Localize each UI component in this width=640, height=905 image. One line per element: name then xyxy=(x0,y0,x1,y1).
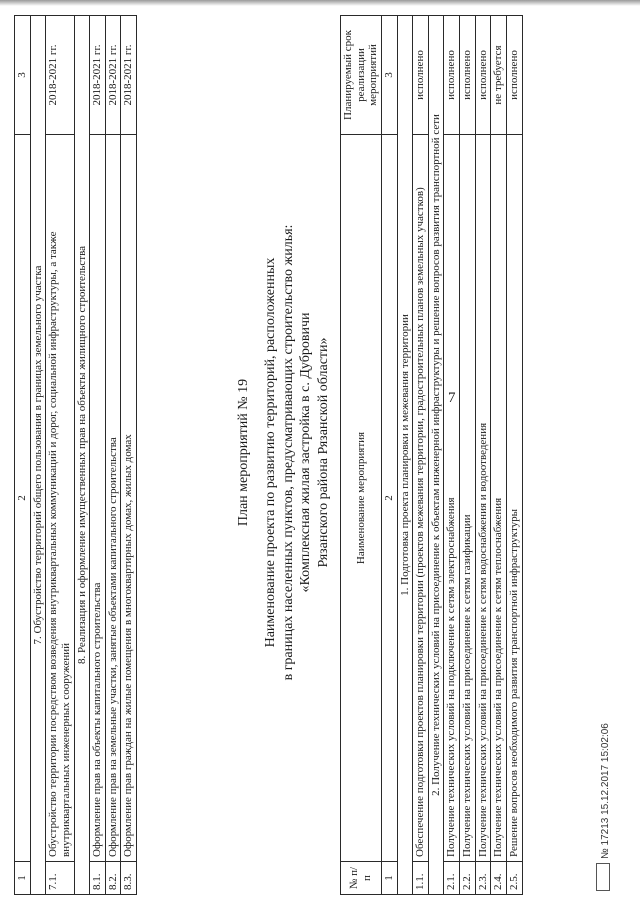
top-table xyxy=(14,15,137,895)
row-term: 2018-2021 гг. xyxy=(105,16,121,135)
table-row xyxy=(491,16,507,895)
table-row xyxy=(90,16,106,895)
bottom-table xyxy=(340,15,523,895)
top-section-row xyxy=(74,16,90,895)
row-term: не требуется xyxy=(491,16,507,135)
section-title: 1. Подготовка проекта планировки и межевания территории xyxy=(397,16,413,895)
top-header-col-1: 1 xyxy=(15,862,31,895)
row-name: Решение вопросов необходимого развития транспортной инфраструктуры xyxy=(507,135,523,862)
table-row xyxy=(413,16,429,895)
bottom-table-index-row xyxy=(381,16,397,895)
column-header-name: Наименование мероприятия xyxy=(341,135,382,862)
top-section-row xyxy=(30,16,46,895)
project-heading xyxy=(262,0,332,905)
top-header-col-2: 2 xyxy=(15,135,31,862)
section-title: 8. Реализация и оформление имущественных прав на объекты жилищного строительства xyxy=(74,16,90,895)
row-term: исполнено xyxy=(413,16,429,135)
table-row xyxy=(460,16,476,895)
row-term: 2018-2021 гг. xyxy=(121,16,137,135)
column-header-term: Планируемый срок реализации мероприятий xyxy=(341,16,382,135)
index-col-3: 3 xyxy=(381,16,397,135)
section-title: 2. Получение технических условий на присоединение к объектам инженерной инфраструктуры и решение вопросов развития транспортной сети xyxy=(428,16,444,895)
section-title: 7. Обустройство территорий общего пользования в границах земельного участка xyxy=(30,16,46,895)
row-number: 8.1. xyxy=(90,862,106,895)
top-header-col-3: 3 xyxy=(15,16,31,135)
index-col-2: 2 xyxy=(381,135,397,862)
row-number: 2.4. xyxy=(491,862,507,895)
row-name: Оформление прав на объекты капитального строительства xyxy=(90,135,106,862)
table-row xyxy=(475,16,491,895)
bottom-section-row xyxy=(428,16,444,895)
footer-registration: № 17213 15.12.2017 15:02:06 xyxy=(600,723,611,859)
plan-title: План мероприятий № 19 xyxy=(236,378,251,527)
heading-line: в границах населенных пунктов, предусматривающих строительство жилья: xyxy=(280,224,296,681)
row-term: исполнено xyxy=(507,16,523,135)
row-name: Получение технических условий на присоединение к сетям водоснабжения и водоотведения xyxy=(475,135,491,862)
row-name: Обеспечение подготовки проектов планировки территории (проектов межевания территории, градостроительных планов земельных участков) xyxy=(413,135,429,862)
table-row xyxy=(444,16,460,895)
row-number: 2.2. xyxy=(460,862,476,895)
page-number: 7 xyxy=(448,390,456,406)
column-header-number: № п/п xyxy=(341,862,382,895)
row-term: 2018-2021 гг. xyxy=(90,16,106,135)
bottom-section-row xyxy=(397,16,413,895)
row-number: 8.3. xyxy=(121,862,137,895)
row-number: 2.3. xyxy=(475,862,491,895)
row-term: 2018-2021 гг. xyxy=(46,16,74,135)
row-term: исполнено xyxy=(460,16,476,135)
row-number: 1.1. xyxy=(413,862,429,895)
heading-line: Рязанского района Рязанской области» xyxy=(315,337,331,568)
row-number: 8.2. xyxy=(105,862,121,895)
table-row xyxy=(46,16,74,895)
table-row xyxy=(121,16,137,895)
bottom-table-header-row xyxy=(341,16,382,895)
top-table-header-row xyxy=(15,16,31,895)
row-name: Получение технических условий на присоединение к сетям газификации xyxy=(460,135,476,862)
row-number: 7.1. xyxy=(46,862,74,895)
table-row xyxy=(507,16,523,895)
row-name: Оформление прав на земельные участки, занятые объектами капитального строительства xyxy=(105,135,121,862)
index-col-1: 1 xyxy=(381,862,397,895)
row-name: Получение технических условий на подключение к сетям электроснабжения xyxy=(444,135,460,862)
heading-line: Наименование проекта по развитию территорий, расположенных xyxy=(263,257,278,648)
table-row xyxy=(105,16,121,895)
row-term: исполнено xyxy=(475,16,491,135)
heading-line: «Комплексная жилая застройка в с. Дубровичи xyxy=(298,312,313,593)
registration-stamp-icon xyxy=(596,863,610,891)
row-number: 2.1. xyxy=(444,862,460,895)
row-name: Обустройство территории посредством возведения внутриквартальных коммуникаций и дорог, социальной инфраструктуры, а также внутриквартальных инженерных сооружений xyxy=(46,135,74,862)
row-number: 2.5. xyxy=(507,862,523,895)
row-name: Оформление прав граждан на жилые помещения в многоквартирных домах, жилых домах xyxy=(121,135,137,862)
row-name: Получение технических условий на присоединение к сетям теплоснабжения xyxy=(491,135,507,862)
row-term: исполнено xyxy=(444,16,460,135)
